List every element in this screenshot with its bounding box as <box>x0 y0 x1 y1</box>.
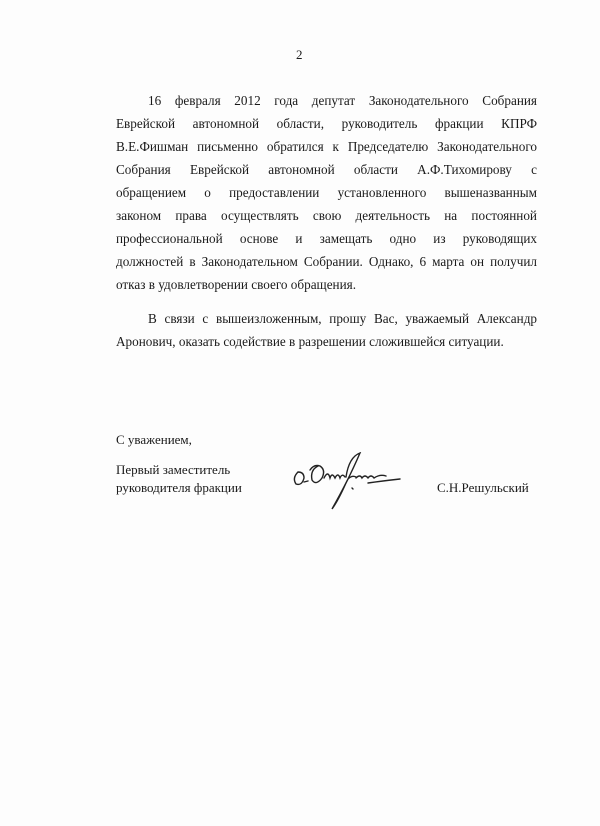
text-line: профессиональной основе и замещать одно из руководящих <box>116 231 537 246</box>
text-line: 16 февраля 2012 года депутат Законодательного Собрания <box>148 93 537 108</box>
position-line-2: руководителя фракции <box>116 480 242 495</box>
text-line: Аронович, оказать содействие в разрешении сложившейся ситуации. <box>116 334 504 349</box>
text-line: отказ в удовлетворении своего обращения. <box>116 277 357 292</box>
text-line: обращением о предоставлении установленного вышеназванным <box>116 185 537 200</box>
signatory-name: С.Н.Решульский <box>437 480 529 495</box>
paragraph-2 <box>116 310 537 356</box>
text-line: В.Е.Фишман письменно обратился к Председателю Законодательного <box>116 139 537 154</box>
paragraph-1 <box>116 92 537 299</box>
text-line: Еврейской автономной области, руководитель фракции КПРФ <box>116 116 537 131</box>
page-number: 2 <box>296 47 303 62</box>
salutation: С уважением, <box>116 432 192 447</box>
text-line: законом права осуществлять свою деятельность на постоянной <box>116 208 537 223</box>
text-line: Собрания Еврейской автономной области А.Ф.Тихомирову с <box>116 162 537 177</box>
text-line: должностей в Законодательном Собрании. Однако, 6 марта он получил <box>116 254 537 269</box>
handwritten-signature <box>290 452 415 512</box>
text-line: В связи с вышеизложенным, прошу Вас, уважаемый Александр <box>148 311 537 326</box>
letter-body <box>116 92 537 356</box>
position-line-1: Первый заместитель <box>116 462 231 477</box>
